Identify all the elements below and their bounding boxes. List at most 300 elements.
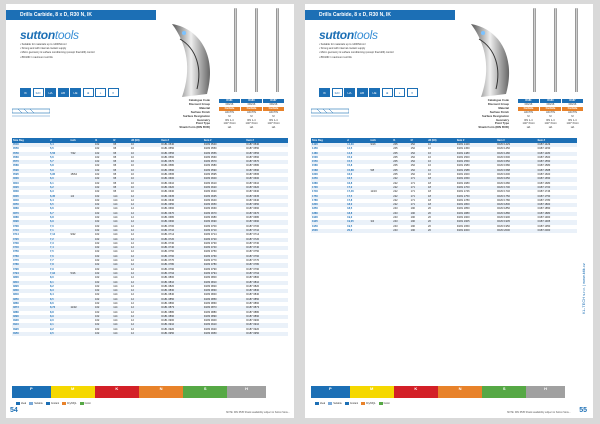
table-cell: D183 0770 xyxy=(203,259,217,263)
table-cell: 10 xyxy=(131,147,134,151)
table-cell: D183 0610 xyxy=(203,181,217,185)
table-cell: 0556 xyxy=(12,152,49,156)
table-cell: D187 1650 xyxy=(537,177,577,181)
table-cell: D183 0720 xyxy=(203,238,246,242)
table-cell: 7,14 xyxy=(50,233,56,237)
table-cell: D181 0860 xyxy=(161,301,175,305)
table-cell: D187 1746 xyxy=(537,190,551,194)
table-cell: 0830 xyxy=(12,289,49,293)
code-material: Carbide xyxy=(241,107,262,111)
table-cell: 6,35 xyxy=(49,195,69,199)
table-cell: D183 0840 xyxy=(203,293,217,297)
table-cell: D183 0595 xyxy=(203,173,217,177)
table-cell: 1950 xyxy=(312,224,318,228)
table-cell: D181 0570 xyxy=(160,160,203,164)
table-cell: 0690 xyxy=(12,220,49,224)
table-cell: D183 0750 xyxy=(203,250,217,254)
table-cell: 114 xyxy=(112,323,130,327)
column-header: d xyxy=(346,138,369,143)
table-cell: D181 0556 xyxy=(160,152,203,156)
table-cell: D183 0710 xyxy=(203,229,246,233)
table-cell: D183 1700 xyxy=(496,186,536,190)
spec-codes xyxy=(219,99,284,130)
code-designation: M xyxy=(571,114,574,118)
table-cell: 18 xyxy=(428,190,431,194)
table-cell: 162 xyxy=(94,152,112,156)
table-cell: 162 xyxy=(94,143,112,147)
table-cell: 11/32 xyxy=(69,306,94,310)
table-cell: 162 xyxy=(95,327,100,331)
table-cell: D181 0635 xyxy=(160,195,203,199)
column-header: Item # xyxy=(537,138,577,143)
table-cell: 171 xyxy=(410,203,427,207)
table-cell: D187 0760 xyxy=(245,255,288,259)
table-cell: 8,1 xyxy=(49,281,69,285)
feature-item: • 8D/10D / maximum tool life xyxy=(319,55,352,59)
table-cell: 114 xyxy=(112,263,130,267)
table-cell: 8,3 xyxy=(49,289,69,293)
code-shank: HA xyxy=(548,126,553,130)
table-cell: D183 0650 xyxy=(203,203,246,207)
table-cell: 15/64 xyxy=(70,173,77,177)
property-icons xyxy=(20,88,119,97)
legend-entry: Ideal xyxy=(16,402,26,405)
table-cell: 162 xyxy=(94,212,112,216)
drill-icon xyxy=(554,8,557,92)
code-finish: AlCrTiN xyxy=(568,110,577,114)
table-cell: 114 xyxy=(112,306,130,310)
table-cell: 2000 xyxy=(311,229,346,233)
table-cell: 171 xyxy=(410,190,415,194)
code-code: D183 xyxy=(241,99,262,103)
table-cell: 243 xyxy=(393,216,398,220)
table-cell: 9,5 xyxy=(49,332,69,336)
table-cell: 1680 xyxy=(312,181,318,185)
table-cell: D181 1550 xyxy=(456,160,496,164)
table-cell: D187 0794 xyxy=(245,272,288,276)
table-cell: 5,56 xyxy=(49,152,69,156)
table-cell: D187 0880 xyxy=(246,310,260,314)
table-cell: 14,5 xyxy=(347,147,353,151)
table-cell: D187 1580 xyxy=(537,164,551,168)
table-cell: 0760 xyxy=(12,255,49,259)
table-cell: D187 0750 xyxy=(246,250,260,254)
table-cell: D187 0680 xyxy=(246,216,260,220)
material-group-band: M xyxy=(51,386,95,398)
table-cell: D187 0730 xyxy=(246,241,260,245)
table-cell: 114 xyxy=(112,212,130,216)
table-cell: 171 xyxy=(410,177,427,181)
table-cell: D187 1550 xyxy=(537,160,577,164)
table-cell: 8,9 xyxy=(49,315,69,319)
table-cell: D181 0900 xyxy=(161,319,175,323)
table-row xyxy=(311,229,577,233)
table-cell: 1650 xyxy=(311,177,346,181)
table-cell: 0620 xyxy=(12,186,49,190)
table-cell: 0840 xyxy=(13,293,19,297)
table-cell: 1480 xyxy=(311,152,346,156)
table-cell: D183 1900 xyxy=(497,216,510,220)
table-cell: D181 0690 xyxy=(160,220,203,224)
table-cell: 5,95 xyxy=(50,173,56,177)
code-column xyxy=(263,99,284,130)
table-cell: 114 xyxy=(112,289,130,293)
table-cell: D181 0620 xyxy=(160,186,203,190)
table-cell: D187 1429 xyxy=(537,143,577,147)
table-cell: D181 0540 xyxy=(160,143,203,147)
table-cell: 14,8 xyxy=(346,152,369,156)
table-cell: 0670 xyxy=(12,212,49,216)
spec-label: Surface Finish xyxy=(190,109,210,114)
table-cell: 114 xyxy=(113,250,118,254)
table-cell: D187 0590 xyxy=(245,169,288,173)
table-cell: 1880 xyxy=(311,212,346,216)
table-cell: 7,4 xyxy=(49,246,69,250)
table-cell: D187 0635 xyxy=(245,195,288,199)
table-cell: 0550 xyxy=(13,147,19,151)
table-cell: D187 1900 xyxy=(537,216,551,220)
table-cell: D183 0920 xyxy=(203,327,217,331)
legend-entry: Coolant xyxy=(46,402,59,405)
column-header: inch xyxy=(69,138,94,143)
table-cell: 162 xyxy=(94,238,112,242)
code-material: Carbide xyxy=(562,107,583,111)
table-cell: D187 0610 xyxy=(246,181,260,185)
table-cell: D181 0890 xyxy=(160,315,203,319)
table-cell: 1500 xyxy=(312,155,318,159)
table-cell: 114 xyxy=(112,281,130,285)
table-cell: 7,7 xyxy=(50,259,54,263)
table-cell: 7,5 xyxy=(50,250,54,254)
table-cell: D183 0635 xyxy=(203,195,246,199)
table-cell: 162 xyxy=(95,241,100,245)
code-group: D6216 xyxy=(269,102,278,106)
table-cell: D181 0840 xyxy=(161,293,175,297)
table-cell: D181 0650 xyxy=(160,203,203,207)
table-cell: D181 0850 xyxy=(160,298,203,302)
code-column xyxy=(540,99,561,130)
table-cell: D181 0740 xyxy=(160,246,203,250)
table-cell: 1600 xyxy=(312,173,318,177)
table-cell: 19,05 xyxy=(346,220,369,224)
table-cell: 162 xyxy=(95,276,100,280)
table-cell: 18,0 xyxy=(346,203,369,207)
table-cell: 190 xyxy=(410,216,415,220)
table-cell: 0873 xyxy=(12,306,49,310)
table-cell: 6,0 xyxy=(49,177,69,181)
drill-icon xyxy=(276,8,279,92)
table-cell: D183 0620 xyxy=(203,186,246,190)
code-material: Carbide xyxy=(219,107,240,111)
table-cell: D183 0810 xyxy=(203,281,246,285)
material-group-band: K xyxy=(394,386,438,398)
table-cell: D181 0640 xyxy=(161,198,175,202)
table-cell: D187 0714 xyxy=(246,233,260,237)
table-cell: 0750 xyxy=(13,250,19,254)
table-cell: 6,6 xyxy=(50,207,54,211)
table-cell: 114 xyxy=(113,216,118,220)
table-cell: 152 xyxy=(410,169,427,173)
table-cell: 19,5 xyxy=(347,224,353,228)
table-cell: D187 2000 xyxy=(537,229,577,233)
table-cell: 0920 xyxy=(13,327,19,331)
table-cell: 162 xyxy=(95,310,100,314)
table-cell: D183 0670 xyxy=(203,212,246,216)
table-cell: 0910 xyxy=(12,323,49,327)
table-cell: D187 0800 xyxy=(246,276,260,280)
table-cell: 95 xyxy=(112,143,130,147)
table-cell: D187 1750 xyxy=(537,195,577,199)
table-cell: D187 0620 xyxy=(245,186,288,190)
table-cell: 20 xyxy=(427,212,456,216)
code-designation: M xyxy=(527,114,530,118)
table-cell: 17,0 xyxy=(346,186,369,190)
table-cell: 7,3 xyxy=(50,241,54,245)
coolant-icon: IK xyxy=(20,88,31,97)
drill-icon xyxy=(255,8,258,92)
table-cell: 114 xyxy=(112,298,130,302)
table-cell: 1780 xyxy=(312,198,318,202)
table-cell: 0650 xyxy=(12,203,49,207)
table-cell: 0710 xyxy=(12,229,49,233)
table-cell: D183 0910 xyxy=(203,323,246,327)
table-cell: D187 1500 xyxy=(537,155,551,159)
code-point: 140° Point xyxy=(245,122,258,126)
table-cell: 0860 xyxy=(13,301,19,305)
table-cell: 12 xyxy=(131,267,134,271)
table-cell: D183 0590 xyxy=(203,169,246,173)
table-cell: D187 0710 xyxy=(245,229,288,233)
table-cell: 12 xyxy=(130,246,160,250)
table-cell: 12 xyxy=(131,233,134,237)
table-cell: 243 xyxy=(392,220,409,224)
table-cell: D183 0714 xyxy=(203,233,217,237)
feature-item: • Suitable for materials up to 1400N/mm² xyxy=(20,43,67,46)
table-cell: 12 xyxy=(131,241,134,245)
table-cell: 205 xyxy=(392,152,409,156)
spec-label: Point Type xyxy=(494,121,509,126)
table-cell: 12 xyxy=(130,323,160,327)
table-cell: D183 0730 xyxy=(203,241,217,245)
table-cell: D183 0890 xyxy=(203,315,246,319)
table-cell: 162 xyxy=(94,255,112,259)
drill-table xyxy=(12,138,288,336)
table-cell: 16 xyxy=(428,164,431,168)
table-cell: 162 xyxy=(95,190,100,194)
table-cell: 12 xyxy=(130,281,160,285)
material-legend xyxy=(12,386,288,398)
table-cell: D187 0670 xyxy=(245,212,288,216)
shank-ha-icon: HA xyxy=(344,88,355,97)
table-cell: 162 xyxy=(94,263,112,267)
table-cell: 1/4 xyxy=(69,195,94,199)
tolerance-icon: ⊕ xyxy=(382,88,393,97)
material-group-band: N xyxy=(438,386,482,398)
table-cell: D181 2000 xyxy=(456,229,496,233)
table-cell: D181 0595 xyxy=(161,173,175,177)
spec-label: Material xyxy=(498,105,509,110)
table-cell: 5,5 xyxy=(50,147,54,151)
table-cell: D181 1850 xyxy=(456,207,470,211)
table-cell: 12 xyxy=(130,220,160,224)
table-cell: 162 xyxy=(94,246,112,250)
table-cell: 152 xyxy=(410,143,427,147)
table-cell: D183 1650 xyxy=(496,177,536,181)
table-cell: 222 xyxy=(393,181,398,185)
table-cell: 20 xyxy=(428,207,431,211)
table-cell: 1900 xyxy=(312,216,318,220)
spec-labels xyxy=(421,99,509,130)
spec-label: Shank Form (DIN 6535) xyxy=(179,125,210,130)
table-cell: 152 xyxy=(410,152,427,156)
table-cell: 16 xyxy=(427,152,456,156)
table-cell: 0820 xyxy=(13,284,19,288)
table-cell: D187 0810 xyxy=(245,281,288,285)
table-cell: D183 0700 xyxy=(203,224,217,228)
code-material: Carbide xyxy=(540,107,561,111)
table-cell: D183 0570 xyxy=(203,160,246,164)
table-cell: 10 xyxy=(131,173,134,177)
table-cell: D183 0880 xyxy=(203,310,217,314)
table-cell: 162 xyxy=(94,160,112,164)
drill-diagram xyxy=(12,104,50,118)
material-group-band: P xyxy=(311,386,350,398)
table-cell: D183 0556 xyxy=(203,152,246,156)
table-cell: 6,2 xyxy=(49,186,69,190)
code-finish: AlCrTiN xyxy=(269,110,278,114)
table-cell: D183 0760 xyxy=(203,255,246,259)
table-cell: 8,2 xyxy=(50,284,54,288)
table-cell: 152 xyxy=(410,160,427,164)
table-cell: 95 xyxy=(112,160,130,164)
code-code: D187 xyxy=(562,99,583,103)
drill-icon xyxy=(575,8,578,92)
table-cell: D183 0790 xyxy=(203,267,217,271)
table-cell: 190 xyxy=(410,212,427,216)
table-cell xyxy=(69,332,94,336)
material-group-band: S xyxy=(183,386,227,398)
table-cell: D181 0660 xyxy=(161,207,175,211)
table-cell: D187 0850 xyxy=(245,298,288,302)
code-finish: AlCrTiN xyxy=(546,110,555,114)
table-cell: 1850 xyxy=(312,207,318,211)
column-header: Item # xyxy=(456,138,496,143)
table-cell: D183 1780 xyxy=(497,198,510,202)
code-group: D6216 xyxy=(568,102,577,106)
table-cell: 6,7 xyxy=(49,212,69,216)
table-cell: 205 xyxy=(393,155,398,159)
table-cell: D187 0820 xyxy=(246,284,260,288)
table-cell: 0794 xyxy=(12,272,49,276)
code-material: Carbide xyxy=(518,107,539,111)
table-cell: D187 1700 xyxy=(537,186,577,190)
table-cell: D181 0950 xyxy=(160,332,203,336)
table-cell: D181 0820 xyxy=(161,284,175,288)
table-cell: D187 1800 xyxy=(537,203,577,207)
table-cell: D181 0580 xyxy=(161,164,175,168)
spec-label: Surface Designation xyxy=(182,113,210,118)
table-cell: D187 0840 xyxy=(246,293,260,297)
table-cell: D187 0540 xyxy=(245,143,288,147)
table-cell: 8,8 xyxy=(50,310,54,314)
table-cell: D181 0770 xyxy=(161,259,175,263)
table-cell: 12 xyxy=(131,224,134,228)
table-cell: D181 1905 xyxy=(456,220,496,224)
table-cell: D187 0690 xyxy=(245,220,288,224)
shank-hb-icon: HB xyxy=(58,88,69,97)
table-cell: D181 0750 xyxy=(161,250,175,254)
spec-label: Shank Form (DIN 6535) xyxy=(478,125,509,130)
table-cell: 10 xyxy=(130,186,160,190)
material-group-band: P xyxy=(12,386,51,398)
table-cell: 162 xyxy=(94,281,112,285)
table-cell: D183 1750 xyxy=(496,195,536,199)
table-cell: 162 xyxy=(95,250,100,254)
table-cell: 7,94 xyxy=(49,272,69,276)
code-designation: M xyxy=(250,114,253,118)
code-shank: HA xyxy=(526,126,531,130)
brand-logo: suttontools xyxy=(319,28,378,42)
table-cell: 162 xyxy=(94,306,112,310)
drill-tip-photo xyxy=(162,18,222,100)
table-cell: 5,8 xyxy=(50,164,54,168)
length-icon: 3xD xyxy=(332,88,343,97)
table-cell: 95 xyxy=(112,177,130,181)
table-cell: D181 0714 xyxy=(161,233,175,237)
table-cell: D181 0794 xyxy=(160,272,203,276)
table-cell: D183 1429 xyxy=(496,143,536,147)
table-cell: D183 1450 xyxy=(497,147,510,151)
table-cell: 10 xyxy=(130,143,160,147)
code-column xyxy=(562,99,583,130)
table-cell: D187 0950 xyxy=(245,332,288,336)
material-group-band: N xyxy=(139,386,183,398)
table-cell: D183 1500 xyxy=(497,155,510,159)
table-cell: D183 0640 xyxy=(203,198,217,202)
table-cell: D187 0550 xyxy=(246,147,260,151)
table-cell: 6,9 xyxy=(49,220,69,224)
table-cell: D183 1746 xyxy=(497,190,510,194)
table-cell: D181 0720 xyxy=(160,238,203,242)
table-cell: 162 xyxy=(94,229,112,233)
table-cell: D187 0830 xyxy=(245,289,288,293)
table-cell: 12 xyxy=(130,238,160,242)
table-cell: 20 xyxy=(427,220,456,224)
table-cell: D183 0873 xyxy=(203,306,246,310)
table-cell: 114 xyxy=(113,198,118,202)
table-cell: 0540 xyxy=(12,143,49,147)
table-cell: 10 xyxy=(130,152,160,156)
table-cell: 162 xyxy=(95,198,100,202)
feature-list xyxy=(319,43,394,60)
table-cell: 114 xyxy=(112,332,130,336)
table-cell: 162 xyxy=(95,319,100,323)
table-cell: 243 xyxy=(392,212,409,216)
table-cell: 11/16 xyxy=(370,190,377,194)
legend-entry: Coolant xyxy=(345,402,358,405)
table-cell: D187 0660 xyxy=(246,207,260,211)
table-cell: 16 xyxy=(427,160,456,164)
shank-hb-icon: HB xyxy=(357,88,368,97)
table-cell: D181 0560 xyxy=(161,155,175,159)
table-cell: D183 0780 xyxy=(203,263,246,267)
table-cell: 114 xyxy=(113,267,118,271)
column-header: d2 (h6) xyxy=(130,138,160,143)
table-cell: 190 xyxy=(410,207,415,211)
table-cell: 114 xyxy=(112,246,130,250)
table-cell: 114 xyxy=(113,241,118,245)
table-cell: 162 xyxy=(94,323,112,327)
